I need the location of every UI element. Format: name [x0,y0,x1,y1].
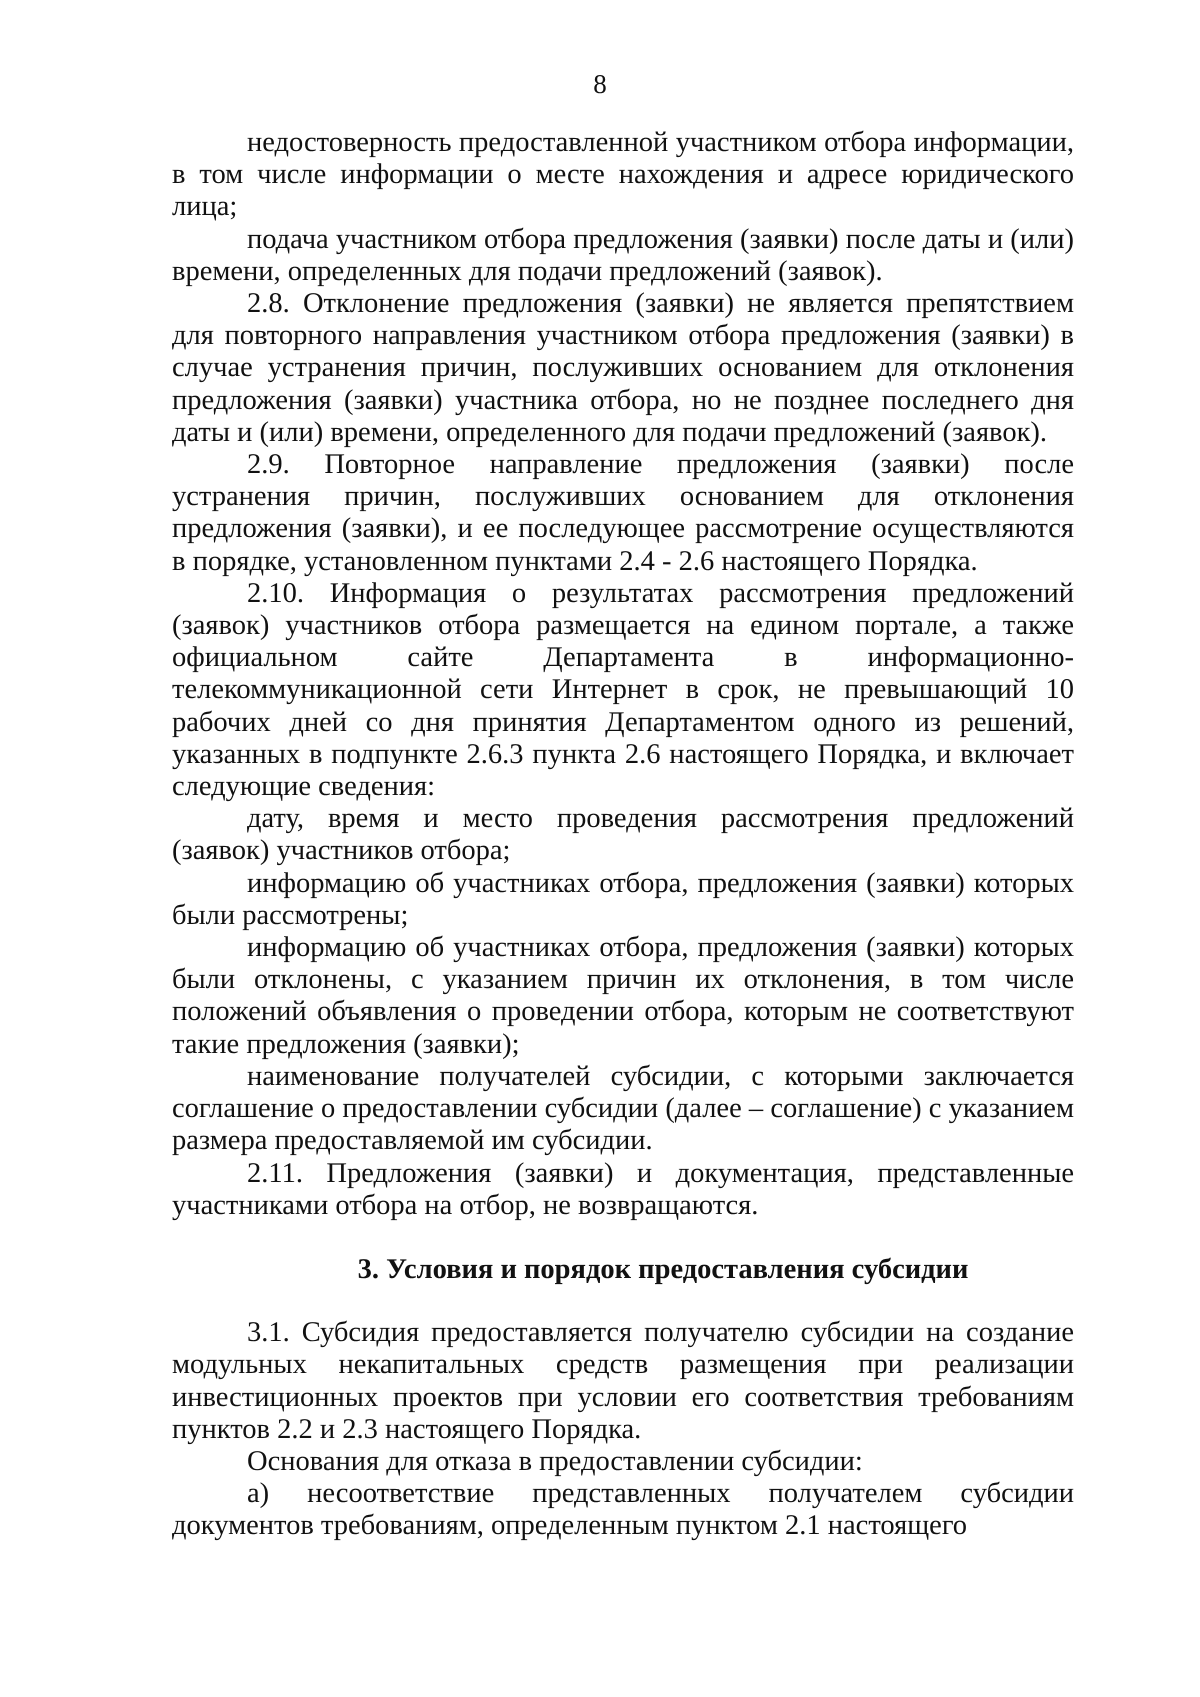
paragraph-2-9: 2.9. Повторное направление предложения (заявки) после устранения причин, послуживших основанием для отклонения предложения (заявки), и ее последующее рассмотрение осуществляются в порядке, установленном пунктами 2.4 - 2.6 настоящего Порядка. [172,449,1074,577]
paragraph-2-8: 2.8. Отклонение предложения (заявки) не является препятствием для повторного направления участником отбора предложения (заявки) в случае устранения причин, послуживших основанием для отклонения предложения (заявки) участника отбора, но не позднее последнего дня даты и (или) времени, определенного для подачи предложений (заявок). [172,288,1074,448]
paragraph: подача участником отбора предложения (заявки) после даты и (или) времени, определенных для подачи предложений (заявок). [172,223,1074,287]
paragraph-2-11: 2.11. Предложения (заявки) и документация, представленные участниками отбора на отбор, не возвращаются. [172,1157,1074,1221]
paragraph: недостоверность предоставленной участником отбора информации, в том числе информации о месте нахождения и адресе юридического лица; [172,127,1074,223]
paragraph-3-1: 3.1. Субсидия предоставляется получателю субсидии на создание модульных некапитальных средств размещения при реализации инвестиционных проектов при условии его соответствия требованиям пунктов 2.2 и 2.3 настоящего Порядка. [172,1317,1074,1445]
paragraph: наименование получателей субсидии, с которыми заключается соглашение о предоставлении субсидии (далее – соглашение) с указанием размера предоставляемой им субсидии. [172,1060,1074,1157]
paragraph-2-10: 2.10. Информация о результатах рассмотрения предложений (заявок) участников отбора размещается на едином портале, а также официальном сайте Департамента в информационно-телекоммуникационной сети Интернет в срок, не превышающий 10 рабочих дней со дня принятия Департаментом одного из решений, указанных в подпункте 2.6.3 пункта 2.6 настоящего Порядка, и включает следующие сведения: [172,577,1074,803]
page-number: 8 [593,69,607,99]
paragraph: информацию об участниках отбора, предложения (заявки) которых были отклонены, с указанием причин их отклонения, в том числе положений объявления о проведении отбора, которым не соответствуют такие предложения (заявки); [172,932,1074,1060]
paragraph: а) несоответствие представленных получателем субсидии документов требованиям, определенным пунктом 2.1 настоящего [172,1478,1074,1542]
paragraph: дату, время и место проведения рассмотрения предложений (заявок) участников отбора; [172,803,1074,867]
paragraph: информацию об участниках отбора, предложения (заявки) которых были рассмотрены; [172,867,1074,931]
paragraph: Основания для отказа в предоставлении субсидии: [247,1445,863,1477]
document-body [172,127,1074,1543]
section-heading: 3. Условия и порядок предоставления субсидии [357,1253,969,1285]
